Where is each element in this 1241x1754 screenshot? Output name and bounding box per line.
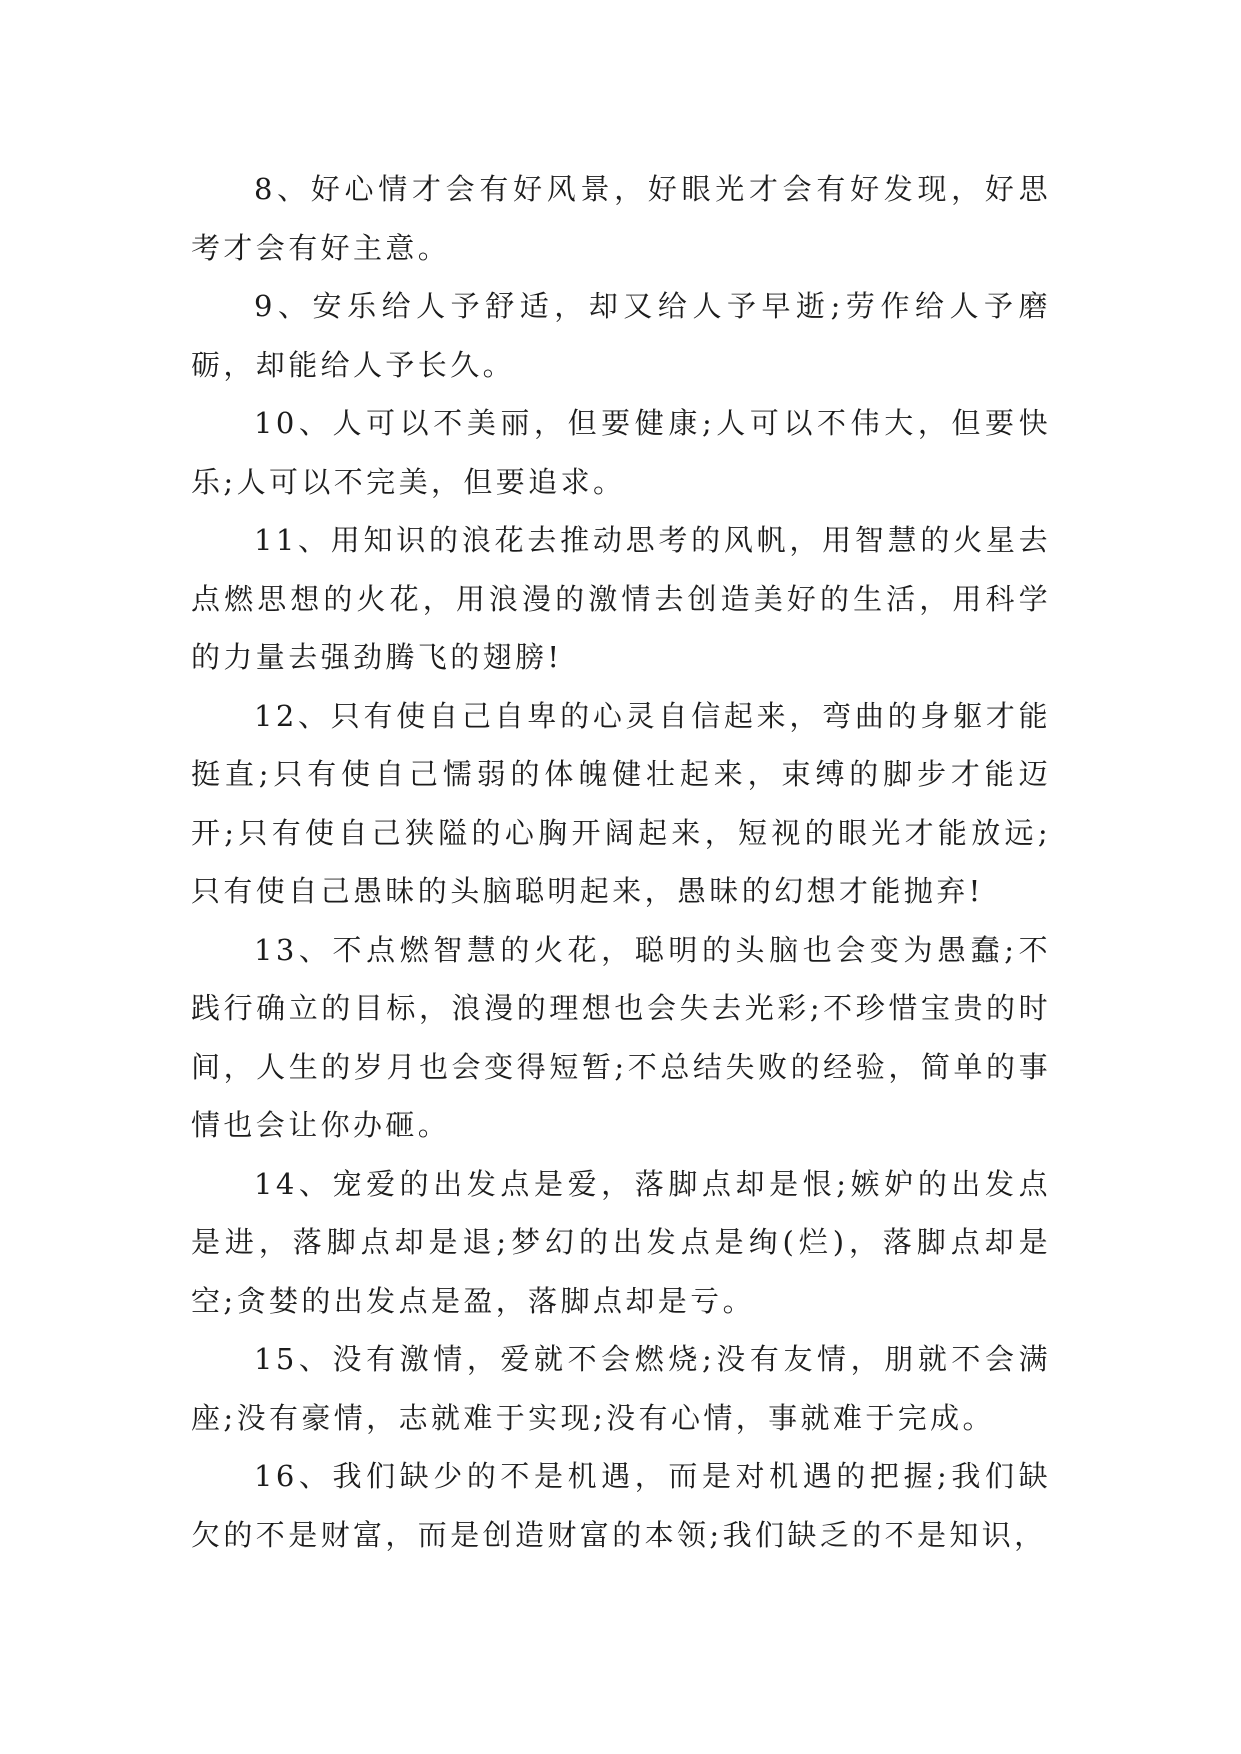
paragraph-8: 8、好心情才会有好风景，好眼光才会有好发现，好思考才会有好主意。 [191,172,1051,265]
paragraph-9: 9、安乐给人予舒适，却又给人予早逝;劳作给人予磨砺，却能给人予长久。 [191,289,1051,382]
document-body [191,160,1051,1564]
paragraph-14: 14、宠爱的出发点是爱，落脚点却是恨;嫉妒的出发点是进，落脚点却是退;梦幻的出发点是绚(烂)，落脚点却是空;贪婪的出发点是盈，落脚点却是亏。 [191,1166,1051,1318]
paragraph-16: 16、我们缺少的不是机遇，而是对机遇的把握;我们缺欠的不是财富，而是创造财富的本领;我们缺乏的不是知识， [191,1459,1051,1552]
paragraph-10: 10、人可以不美丽，但要健康;人可以不伟大，但要快乐;人可以不完美，但要追求。 [191,406,1051,499]
paragraph-13: 13、不点燃智慧的火花，聪明的头脑也会变为愚蠢;不践行确立的目标，浪漫的理想也会失去光彩;不珍惜宝贵的时间，人生的岁月也会变得短暂;不总结失败的经验，简单的事情也会让你办砸。 [191,932,1051,1142]
paragraph-15: 15、没有激情，爱就不会燃烧;没有友情，朋就不会满座;没有豪情，志就难于实现;没有心情，事就难于完成。 [191,1342,1051,1435]
paragraph-12: 12、只有使自己自卑的心灵自信起来，弯曲的身躯才能挺直;只有使自己懦弱的体魄健壮起来，束缚的脚步才能迈开;只有使自己狭隘的心胸开阔起来，短视的眼光才能放远;只有使自己愚昧的头脑聪明起来，愚昧的幻想才能抛弃! [191,698,1051,908]
paragraph-11: 11、用知识的浪花去推动思考的风帆，用智慧的火星去点燃思想的火花，用浪漫的激情去创造美好的生活，用科学的力量去强劲腾飞的翅膀! [191,523,1051,674]
